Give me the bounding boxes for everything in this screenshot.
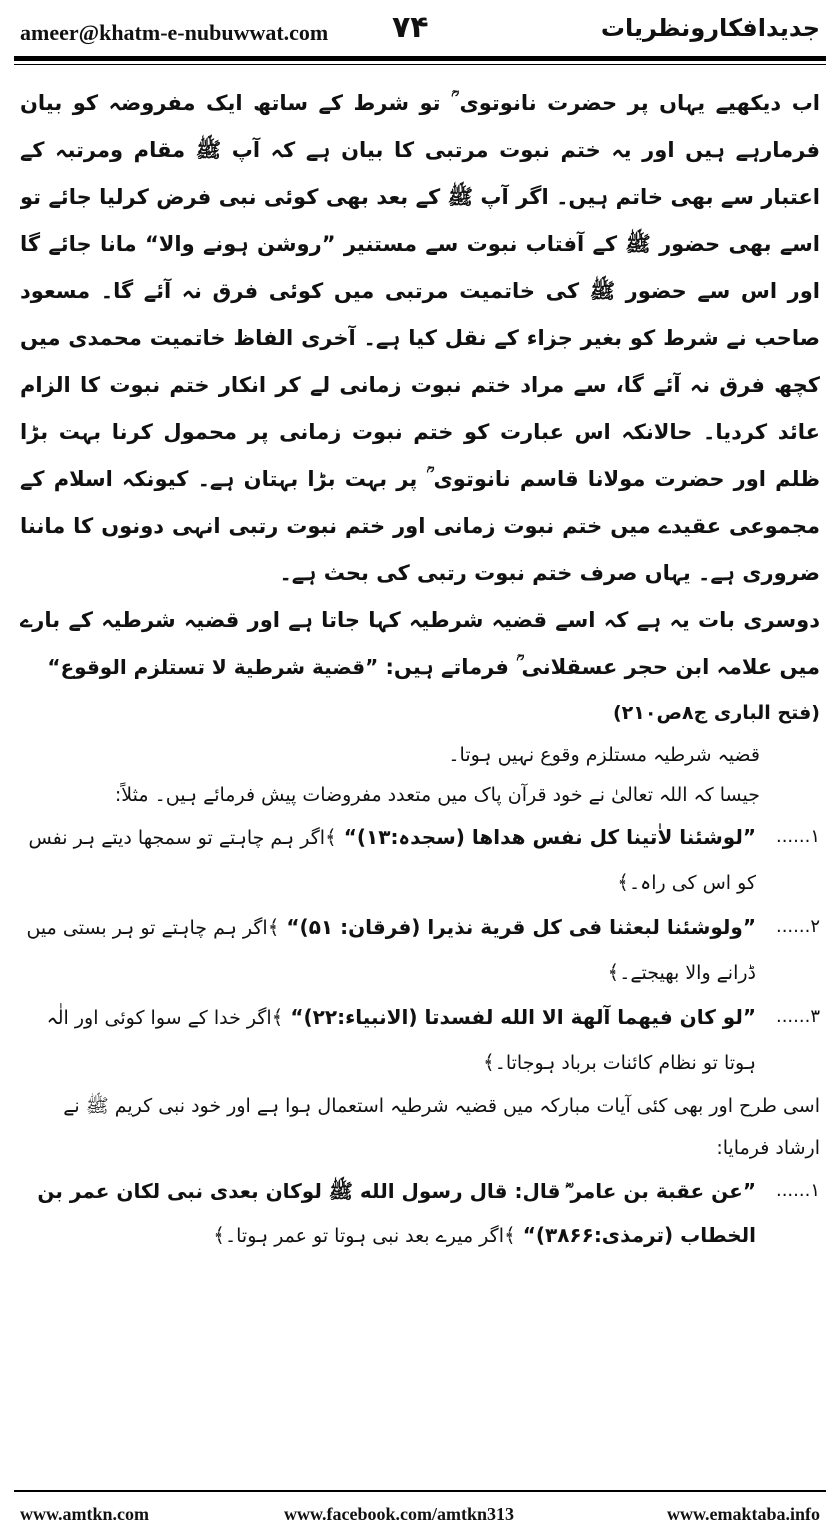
ornament-bracket: ﴾ [213,1223,225,1247]
example-text [20,815,756,905]
ornament-bracket: ﴾ [267,915,280,939]
ornament-bracket: ﴾ [504,1223,516,1247]
footer-link-emaktaba[interactable]: www.emaktaba.info [666,1504,820,1524]
ornament-bracket: ﴾ [617,870,629,894]
hadith-translation: اگر میرے بعد نبی ہوتا تو عمر ہوتا۔ [225,1225,504,1247]
example-translation: اگر ہم چاہتے تو سمجھا دیتے ہر نفس کو اس کی راہ۔ [28,827,756,894]
paragraph-3: اسی طرح اور بھی کئی آیات مبارکہ میں قضیہ شرطیہ استعمال ہوا ہے اور خود نبی کریم ﷺ نے ارشاد فرمایا: [63,1095,820,1159]
hadith-number: ۱...... [775,1180,820,1201]
footer-link-amtkn[interactable]: www.amtkn.com [20,1504,149,1524]
page-body [20,80,820,1475]
ornament-bracket: ﴾ [607,960,620,984]
ornament-bracket: ﴾ [325,825,337,849]
example-item [20,815,820,905]
example-number: ۳...... [775,1006,820,1027]
example-number: ۱...... [775,826,820,847]
example-text [20,905,756,995]
arabic-quote: ”قضية شرطية لا تستلزم الوقوع“ [47,655,379,679]
example-number: ۲...... [775,916,820,937]
example-translation: اگر خدا کے سوا کوئی اور الٰہ ہوتا تو نظام کائنات برباد ہوجاتا۔ [46,1007,756,1074]
example-item [20,995,820,1085]
footer-link-facebook[interactable]: www.facebook.com/amtkn313 [284,1504,514,1524]
hadith-item [20,1169,820,1258]
example-text [20,995,756,1085]
book-title: جدیدافکارونظریات [600,14,820,42]
paragraph-2 [20,597,820,691]
hadith-text [20,1169,756,1258]
example-translation: اگر ہم چاہتے تو ہر بستی میں ڈرانے والا بھیجتے۔ [26,917,756,984]
footer-divider [14,1490,826,1492]
page-number: ۷۴ [392,10,429,45]
quote-translation: قضیہ شرطیہ مستلزم وقوع نہیں ہوتا۔ [448,744,760,766]
page-footer [14,1498,826,1534]
example-arabic: ”لو کان فيهما آلهة الا الله لفسدتا (الانبیاء:۲۲)“ [290,1005,756,1029]
ornament-bracket: ﴾ [482,1050,495,1074]
example-arabic: ”لوشئنا لاٰتینا کل نفس هداها (سجدہ:۱۳)“ [343,825,756,849]
example-item [20,905,820,995]
header-divider-thin [14,64,826,65]
header-email[interactable]: ameer@khatm-e-nubuwwat.com [20,20,329,45]
header-divider [14,56,826,61]
paragraph-2-intro: دوسری بات یہ ہے کہ اسے قضیہ شرطیہ کہا جاتا ہے اور قضیہ شرطیہ کے بارے میں علامہ ابن حجر عسقلانی ؒ فرماتے ہیں: [20,608,820,679]
paragraph-1: اب دیکھیے یہاں پر حضرت نانوتوی ؒ تو شرط کے ساتھ ایک مفروضہ کو بیان فرمارہے ہیں اور یہ ختم نبوت مرتبی کا بیان ہے کہ آپ ﷺ مقام ومرتبہ کے اعتبار سے بھی خاتم ہیں۔ اگر آپ ﷺ کے بعد بھی کوئی نبی فرض کرلیا جائے تو اسے بھی حضور ﷺ کے آفتاب نبوت سے مستنیر ”روشن ہونے والا“ مانا جائے گا اور اس سے حضور ﷺ کی خاتمیت مرتبی میں کوئی فرق نہ آئے گا۔ مسعود صاحب نے شرط کو بغیر جزاء کے نقل کیا ہے۔ آخری الفاظ خاتمیت محمدی میں کچھ فرق نہ آئے گا، سے مراد ختم نبوت زمانی لے کر انکار ختم نبوت کا الزام عائد کردیا۔ حالانکہ اس عبارت کو ختم نبوت زمانی پر محمول کرنا بہت بڑا ظلم اور حضرت مولانا قاسم نانوتوی ؒ پر بہت بڑا بہتان ہے۔ کیونکہ اسلام کے مجموعی عقیدے میں ختم نبوت زمانی اور ختم نبوت رتبی انہی دونوں کا ماننا ضروری ہے۔ یہاں صرف ختم نبوت رتبی کی بحث ہے۔ [20,91,820,585]
examples-intro: جیسا کہ اللہ تعالیٰ نے خود قرآن پاک میں متعدد مفروضات پیش فرمائے ہیں۔ مثلاً: [114,784,760,806]
example-arabic: ”ولوشئنا لبعثنا فی کل قرية نذيرا (فرقان: ۵۱)“ [286,915,756,939]
ornament-bracket: ﴾ [271,1005,284,1029]
hadith-arabic: ”عن عقبة بن عامر ؓ قال: قال رسول الله ﷺ لوکان بعدی نبی لکان عمر بن الخطاب (ترمذی:۳۸۶۶)“ [37,1179,756,1247]
citation: (فتح الباری ج۸ص۲۱۰) [612,702,820,724]
